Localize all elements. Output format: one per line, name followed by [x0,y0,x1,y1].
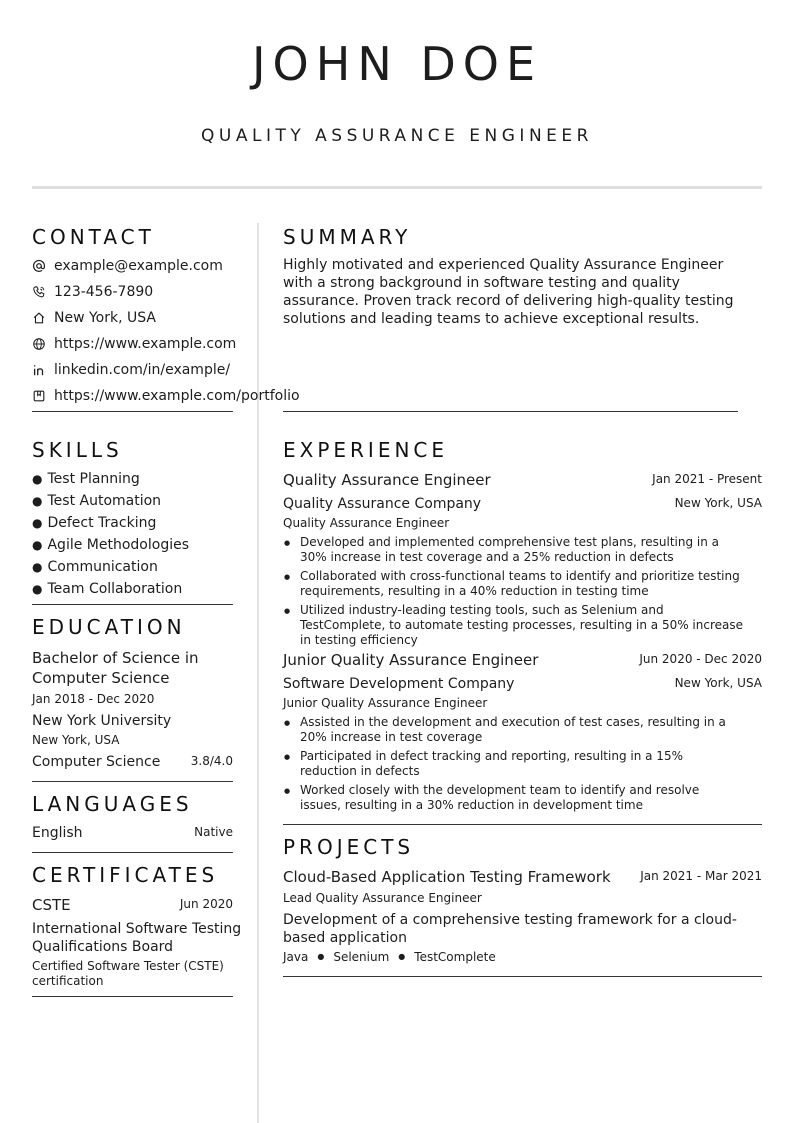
bullet-icon: ● [32,538,43,552]
globe-icon [32,337,46,351]
bullet-icon: ● [32,472,43,486]
contact-email[interactable] [32,256,223,276]
summary-divider [283,411,738,412]
project-tags [283,949,496,965]
job-location-1: New York, USA [674,496,762,510]
skill-label: Team Collaboration [47,581,183,597]
contact-website-text: https://www.example.com [54,336,237,352]
skill-item [32,492,161,510]
job-bullet: ● Assisted in the development and execution of test cases, resulting in a 20% increase in test coverage [283,715,743,745]
education-heading: EDUCATION [32,615,186,639]
certificates-heading: CERTIFICATES [32,863,219,887]
certificate-issuer: International Software Testing Qualifications Board [32,921,242,955]
bullet-icon: ● [32,560,43,574]
contact-location-text: New York, USA [54,310,156,326]
skill-label: Test Planning [47,471,140,487]
contact-linkedin[interactable] [32,360,230,380]
contact-portfolio[interactable] [32,386,300,406]
project-tag: Selenium [333,950,390,964]
job-bullet: ● Collaborated with cross-functional teams to identify and prioritize testing requirements, resulting in a 40% reduction in testing time [283,569,743,599]
contact-linkedin-text: linkedin.com/in/example/ [54,362,231,378]
home-icon [32,311,46,325]
contact-website[interactable] [32,334,236,354]
project-description: Development of a comprehensive testing framework for a cloud-based application [283,912,737,946]
contact-portfolio-text: https://www.example.com/portfolio [54,388,300,404]
education-field: Computer Science [32,754,161,770]
skill-item [32,558,158,576]
skill-item [32,514,156,532]
certificate-description: Certified Software Tester (CSTE) certification [32,959,224,988]
skill-label: Test Automation [47,493,162,509]
job-bullet: ● Developed and implemented comprehensive test plans, resulting in a 30% increase in test coverage and a 25% reduction in defects [283,535,743,565]
project-dates: Jan 2021 - Mar 2021 [640,869,762,883]
job-dates-2: Jun 2020 - Dec 2020 [639,652,762,666]
contact-phone[interactable] [32,282,153,302]
project-tag: Java [283,950,309,964]
project-name: Cloud-Based Application Testing Framework [283,868,611,886]
languages-divider [32,852,233,853]
language-name: English [32,825,83,841]
summary-heading: SUMMARY [283,225,412,249]
job-bullet: ● Participated in defect tracking and reporting, resulting in a 15% reduction in defects [283,749,743,779]
job-bullets-1 [283,535,743,652]
job-company-2: Software Development Company [283,676,515,692]
job-role-1: Quality Assurance Engineer [283,516,450,530]
bullet-icon: ● [32,516,43,530]
job-title-2: Junior Quality Assurance Engineer [283,651,539,669]
experience-divider [283,824,762,825]
education-dates: Jan 2018 - Dec 2020 [32,692,155,706]
separator-dot-icon: ● [317,952,325,961]
skills-heading: SKILLS [32,438,123,462]
certificates-divider [32,996,233,997]
projects-divider [283,976,762,977]
bullet-icon: ● [32,582,43,596]
skill-label: Defect Tracking [47,515,157,531]
skills-divider [32,604,233,605]
phone-icon [32,285,46,299]
education-degree: Bachelor of Science in Computer Science [32,649,199,687]
skill-label: Communication [47,559,158,575]
job-bullet: ● Utilized industry-leading testing tools, such as Selenium and TestComplete, to automate testing processes, resulting in a 50% increase in testing efficiency [283,603,743,648]
language-level: Native [194,825,233,839]
certificate-name: CSTE [32,896,71,914]
project-tag: TestComplete [414,950,496,964]
candidate-name: JOHN DOE [251,37,543,91]
bullet-icon: ● [32,494,43,508]
skill-item [32,470,140,488]
job-dates-1: Jan 2021 - Present [652,472,762,486]
education-divider [32,781,233,782]
job-location-2: New York, USA [674,676,762,690]
separator-dot-icon: ● [398,952,406,961]
skill-item [32,580,182,598]
contact-location [32,308,156,328]
job-bullet: ● Worked closely with the development team to identify and resolve issues, resulting in a 30% reduction in development time [283,783,743,813]
contact-divider [32,411,233,412]
job-title-1: Quality Assurance Engineer [283,471,491,489]
education-location: New York, USA [32,733,120,747]
job-company-1: Quality Assurance Company [283,496,482,512]
skill-label: Agile Methodologies [47,537,190,553]
contact-heading: CONTACT [32,225,155,249]
education-gpa: 3.8/4.0 [190,754,233,768]
header-divider [32,186,762,189]
projects-heading: PROJECTS [283,835,415,859]
job-role-2: Junior Quality Assurance Engineer [283,696,488,710]
linkedin-icon [32,363,46,377]
experience-heading: EXPERIENCE [283,438,449,462]
summary-text: Highly motivated and experienced Quality Assurance Engineer with a strong background in software testing and quality assurance. Proven track record of delivering high-quality testing solutions and leading teams to achieve exceptional results. [283,257,734,327]
contact-phone-text: 123-456-7890 [54,284,154,300]
portfolio-icon [32,389,46,403]
job-title: QUALITY ASSURANCE ENGINEER [201,126,593,146]
skill-item [32,536,189,554]
certificate-date: Jun 2020 [179,897,233,911]
job-bullets-2 [283,715,743,817]
education-school: New York University [32,713,172,729]
project-role: Lead Quality Assurance Engineer [283,891,482,905]
at-icon [32,259,46,273]
contact-email-text: example@example.com [54,258,223,274]
languages-heading: LANGUAGES [32,792,193,816]
column-divider [257,223,259,1123]
